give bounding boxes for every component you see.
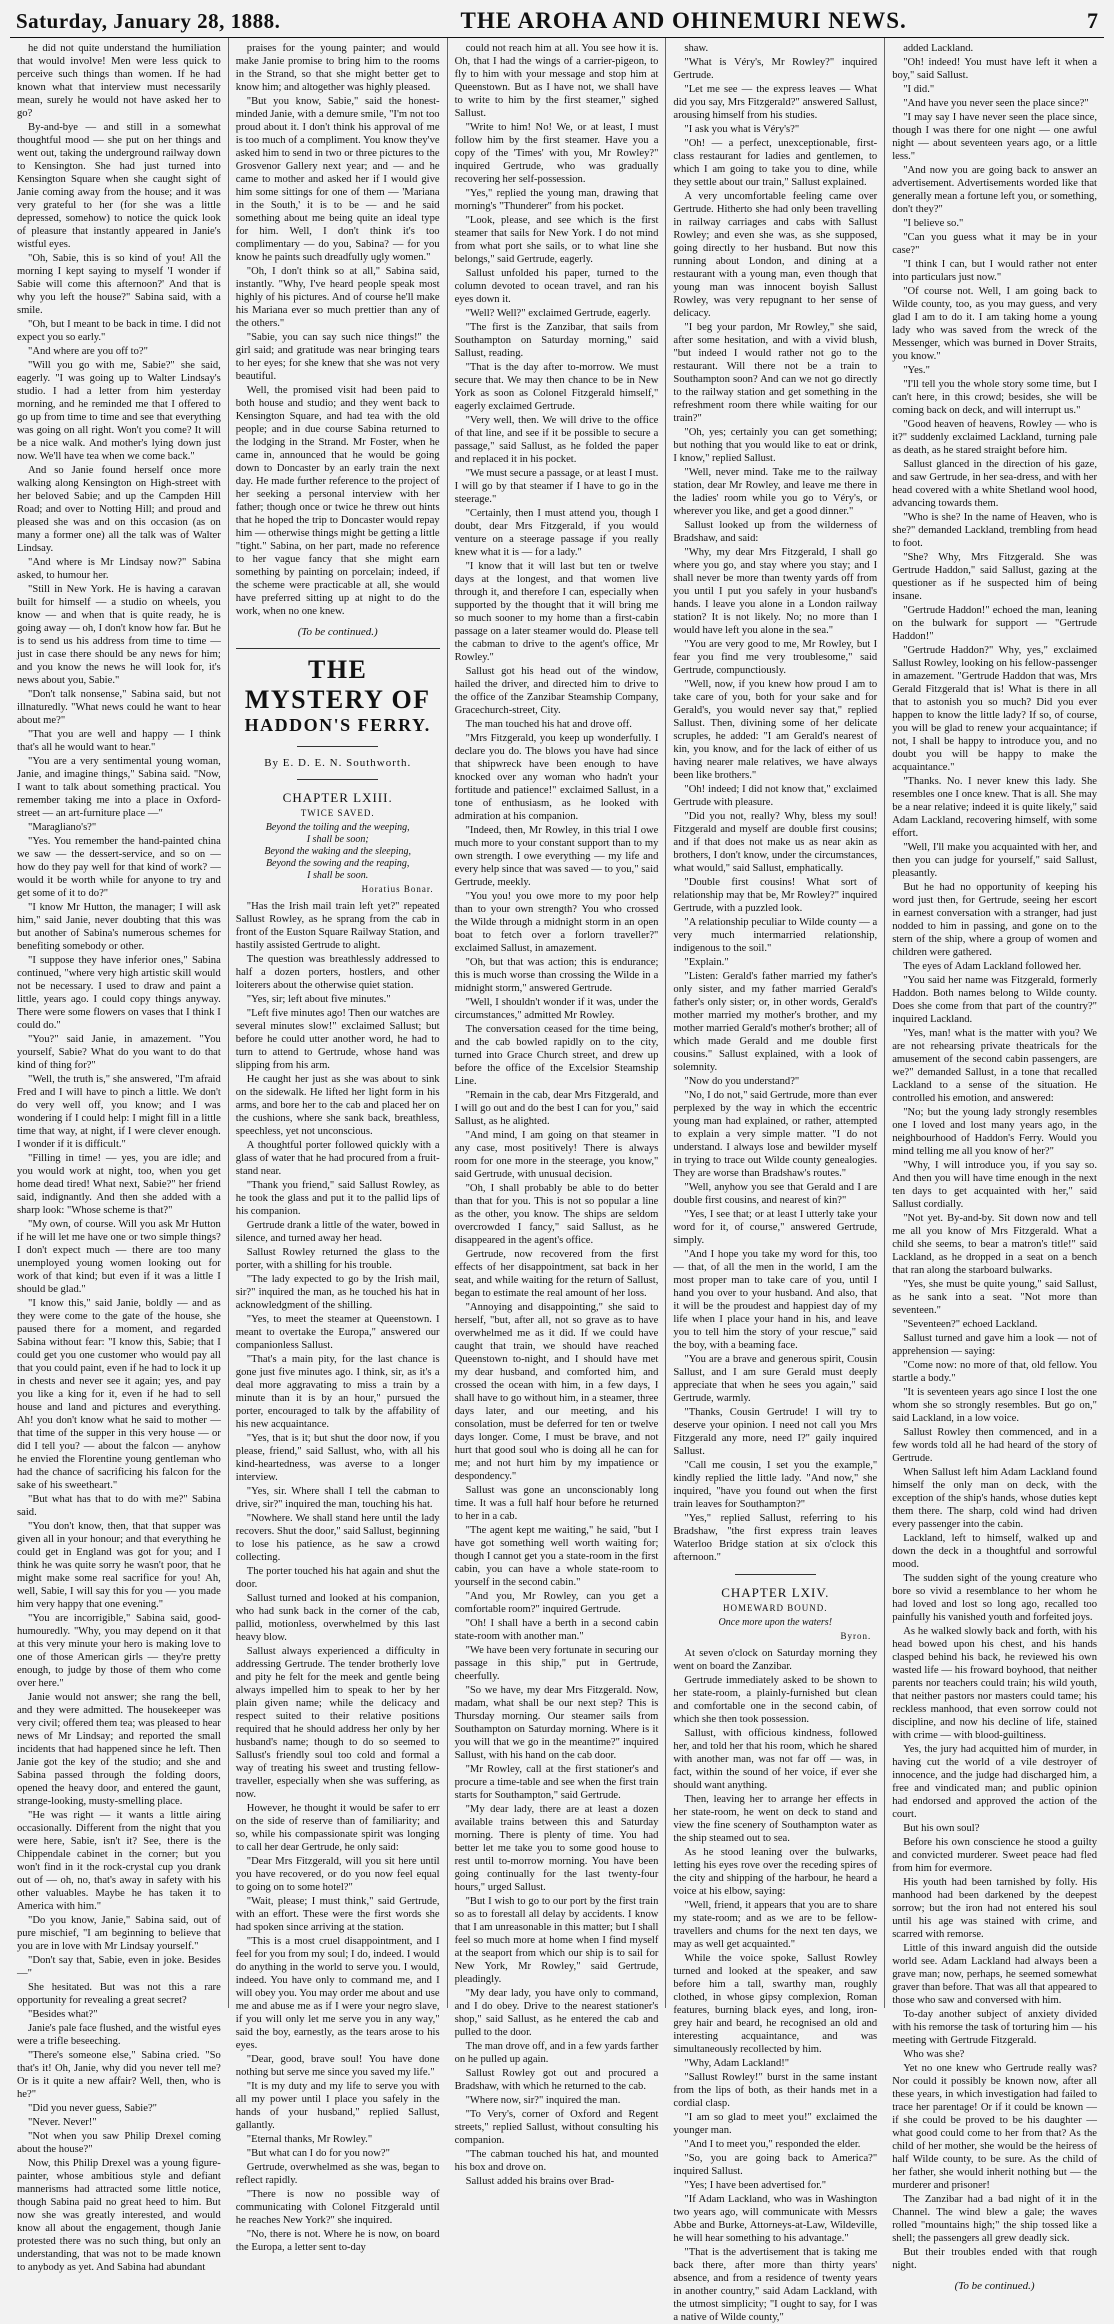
paragraph: "Oh! indeed; I did not know that," exclaimed Gertrude with pleasure. [673, 784, 878, 808]
paragraph: Sallust Rowley then commenced, and in a few words told all he had heard of the story of Gertrude. [892, 1427, 1097, 1464]
paragraph: "Listen: Gerald's father married my father's only sister, and my father married Gerald's father's only sister; or, in other words, Gerald's mother married my mother's brother, and my mother married Gerald's mother's brother; all of which made Gerald and me double first cousins." Sallust explained, with a look of solemnity. [673, 971, 878, 1073]
paragraph: "I may say I have never seen the place since, though I was there for one night — one awful night — about seventeen years ago, or a little less." [892, 112, 1097, 162]
paragraph: "Very well, then. We will drive to the office of that line, and see if it be possible to secure a passage," said Sallust, as he folded the paper and replaced it in his pocket. [454, 415, 659, 465]
paragraph: "We have been very fortunate in securing our passage in this ship," put in Gertrude, cheerfully. [454, 1645, 659, 1682]
paragraph: Sallust was gone an unconscionably long time. It was a full half hour before he returned to her in a cab. [454, 1485, 659, 1522]
paragraph: "That is the advertisement that is taking me back there, after more than thirty years' absence, and from a residence of twenty years in another country," said Adam Lackland, with the utmost simplicity; "I ought to say, for I was a native of Wilde county," [673, 2247, 878, 2323]
paragraph: "I beg your pardon, Mr Rowley," she said, after some hesitation, and with a vivid blush, "but indeed I would rather not go to the restaurant. Will there not be a train to Southampton soon? And can we not go directly to the railway station and get something in the refreshment room there while waiting for our train?" [673, 322, 878, 424]
paragraph: "And have you never seen the place since?" [903, 98, 1089, 109]
paragraph: "No, I do not," said Gertrude, more than ever perplexed by the way in which the eccentric young man had explained, or rather, attempted to explain a very simple matter. "I do not understand. I always lose and bewilder myself in trying to trace out Wilde county genealogies. They are worse than Bradshaw's routes." [673, 1090, 878, 1179]
chapter-heading: CHAPTER LXIV. [721, 1585, 830, 1600]
paragraph: Who was she? [903, 2049, 965, 2060]
paragraph: A very uncomfortable feeling came over Gertrude. Hitherto she had only been travelling in railway carriages and cabs with Sallust Rowley; and even she was, as she supposed, going directly to her husband. But now this running about London, and dining at a restaurant with a young man, even though that young man was innocent boyish Sallust Rowley, was very repugnant to her sense of delicacy. [673, 191, 878, 319]
paragraph: "And you, Mr Rowley, can you get a comfortable room?" inquired Gertrude. [454, 1591, 659, 1615]
byline: By E. D. E. N. Southworth. [264, 757, 412, 769]
paragraph: Sallust, with officious kindness, followed her, and told her that his room, which he shared with another man, was not far off — was, in fact, within the sound of her voice, if ever she should want anything. [673, 1728, 878, 1791]
paragraph: "Explain." [684, 957, 729, 968]
chapter-subtitle: TWICE SAVED. [300, 808, 375, 818]
paragraph: But he had no opportunity of keeping his word just then, for Gertrude, seeing her escort in earnest conversation with a stranger, had just nodded to him in passing, and gone on to the stern of the ship, where a group of women and children were gathered. [892, 882, 1097, 958]
paragraph: "You are a brave and generous spirit, Cousin Sallust, and I am sure Gerald must deeply appreciate that when he sees you again," said Gertrude, warmly. [673, 1354, 878, 1404]
paragraph: "Wait, please; I must think," said Gertrude, with an effort. These were the first words she had spoken since arriving at the station. [235, 1896, 440, 1933]
paragraph: "But what can I do for you now?" [246, 2148, 390, 2159]
paragraph: "Gertrude Haddon!" echoed the man, leaning on the bulwark for support — "Gertrude Haddon!" [892, 605, 1097, 642]
paragraph: "You you! you owe more to my poor help than to your own strength? You who crossed the Wilde through a midnight storm in an open boat to fetch over a forlorn traveller?" exclaimed Sallust, in amazement. [454, 891, 659, 954]
paragraph: Sallust Rowley got out and procured a Bradshaw, with which he returned to the cab. [454, 2068, 659, 2092]
chapter-subtitle: HOMEWARD BOUND. [723, 1603, 828, 1613]
paragraph: "Write to him! No! We, or at least, I must follow him by the first steamer. Have you a copy of the 'Times' with you, Mr Rowley?" inquired Gertrude, who was gradually recovering her self-possession. [454, 122, 659, 185]
paragraph: "Sallust Rowley!" burst in the same instant from the lips of both, as their hands met in a cordial clasp. [673, 2072, 878, 2109]
paragraph: "And where is Mr Lindsay now?" Sabina asked, to humour her. [17, 557, 221, 581]
paragraph: "I suppose they have inferior ones," Sabina continued, "where very high artistic skill would not be necessary. I used to draw and paint a little, years ago. I could copy things anyway. There were some flowers on vases that I think I could do." [17, 955, 221, 1031]
paragraph: "So, you are going back to America?" inquired Sallust. [673, 2153, 878, 2177]
paragraph: "Mrs Fitzgerald, you keep up wonderfully. I declare you do. The blows you have had since that shipwreck have been enough to have knocked over any woman who hadn't your fortitude and patience!" exclaimed Sallust, in a tone of enthusiasm, as he looked with admiration at his companion. [454, 733, 659, 822]
paragraph: Lackland, left to himself, walked up and down the deck in a thoughtful and sorrowful mood. [892, 1533, 1097, 1570]
paragraph: The eyes of Adam Lackland followed her. [903, 961, 1082, 972]
paragraph: "Certainly, then I must attend you, though I doubt, dear Mrs Fitzgerald, if you would venture on a steerage passage if you really knew what it is — for a lady." [454, 508, 659, 558]
paragraph: "Oh, but that was action; this is endurance; this is much worse than crossing the Wilde in a midnight storm," answered Gertrude. [454, 957, 659, 994]
paragraph: "Maragliano's?" [28, 822, 97, 833]
epigraph-line: Beyond the sowing and the reaping, [265, 858, 410, 869]
paragraph: "I am so glad to meet you!" exclaimed the younger man. [673, 2112, 878, 2136]
paragraph: The question was breathlessly addressed to half a dozen porters, hostlers, and other loiterers about the otherwise quiet station. [235, 954, 440, 991]
paragraph: "Well, anyhow you see that Gerald and I are double first cousins, and nearest of kin?" [673, 1182, 878, 1206]
paragraph: A thoughtful porter followed quickly with a glass of water that he had procured from a fruit-stand near. [235, 1140, 440, 1177]
paragraph: Gertrude, overwhelmed as she was, began to reflect rapidly. [235, 2162, 440, 2186]
paragraph: Sallust always experienced a difficulty in addressing Gertrude. The tender brotherly love and pity he felt for the meek and gentle being always impelled him to speak to her by her plain given name; while the delicacy and respect suited to their relative positions required that he should address her only by her husband's name; though to do so seemed to Sallust's friendly soul too cold and formal a way of treating his sweet and trusting fellow-traveller, especially when she was suffering, as now. [235, 1646, 440, 1800]
paragraph: "I know Mr Hutton, the manager; I will ask him," said Janie, never doubting that this was but another of Sabina's numerous schemes for benefiting somebody or other. [17, 902, 221, 952]
paragraph: His youth had been tarnished by folly. His manhood had been darkened by the deepest sorrow; but the iron had not entered his soul until his age was stained with crime, and scarred with remorse. [892, 1877, 1097, 1940]
paragraph: "Yes, to meet the steamer at Queenstown. I meant to overtake the Europa," answered our companionless Sallust. [235, 1314, 440, 1351]
paragraph: "My dear lady, you have only to command, and I do obey. Drive to the nearest stationer's shop," said Sallust, as he entered the cab and pulled to the door. [454, 1988, 659, 2038]
paragraph: Sallust unfolded his paper, turned to the column devoted to ocean travel, and ran his eyes down it. [454, 268, 659, 305]
paragraph: Sallust turned and looked at his companion, who had sunk back in the corner of the cab, pallid, motionless, overwhelmed by this last heavy blow. [235, 1593, 440, 1643]
paragraph: "Yes, that is it; but shut the door now, if you please, friend," said Sallust, who, with all his kind-heartedness, was averse to a longer interview. [235, 1433, 440, 1483]
paragraph: "You are very good to me, Mr Rowley, but I fear you find me very troublesome," said Gertrude, compunctiously. [673, 639, 878, 676]
paragraph: "And I to meet you," responded the elder. [684, 2139, 861, 2150]
paragraph: "The cabman touched his hat, and mounted his box and drove on. [454, 2149, 659, 2173]
paragraph: "Did you not, really? Why, bless my soul! Fitzgerald and myself are double first cousins; and if that does not make us as near akin as brothers, I don't know, under the circumstances, what would," said Sallust, emphatically. [673, 811, 878, 874]
epigraph [236, 822, 440, 882]
paragraph: "Oh! — a perfect, unexceptionable, first-class restaurant for ladies and gentlemen, to which I am going to take you to dine, while they settle about our train," Sallust explained. [673, 138, 878, 188]
paragraph: The conversation ceased for the time being, and the cab bowled rapidly on to the city, turned into Grace Church street, and drew up before the office of the Excelsior Steamship Line. [454, 1024, 659, 1087]
paragraph: "Indeed, then, Mr Rowley, in this trial I owe much more to your constant support than to my own strength. I owe everything — my life and every help since that was saved — to you," said Gertrude, meekly. [454, 825, 659, 888]
paragraph: Well, the promised visit had been paid to both house and studio; and they went back to Kensington Square, and had tea with the old people; and in due course Sabina returned to the lodging in the Strand. Mr Foster, when he came in, announced that he would be going down to Doncaster by an early train the next day. He made further reference to the project of her seeking a personal interview with her father; though once or twice he threw out hints that he hoped the trip to Doncaster would repay him — otherwise things might be getting a little "tight." Sabina, on her part, made no reference to her vague fancy that she might earn something by painting on porcelain; indeed, if the scheme were practicable at all, she would have preferred sitting up at night to do the work, when no one knew. [235, 385, 440, 617]
paragraph: The man touched his hat and drove off. [465, 719, 632, 730]
paragraph: "He was right — it wants a little airing occasionally. Different from the night that you were here, Sabie, isn't it? See, there is the Chippendale cabinet in the corner; but you won't find in it the rock-crystal cup you drank out of — oh, no, that's away in safety with his other valuables. Maybe he has taken it to America with him." [17, 1810, 221, 1912]
paragraph: "Thank you friend," said Sallust Rowley, as he took the glass and put it to the pallid lips of his companion. [235, 1180, 440, 1217]
paragraph: "It is seventeen years ago since I lost the one whom she so strongly resembles. But go on," said Lackland, in a low voice. [892, 1387, 1097, 1424]
paragraph: "You don't know, then, that that supper was given all in your honour; and that everything he could get in England was got for you; and I think he was quite sorry he wasn't poor, that he might make some real sacrifice for you! Ah, well, Sabie, I will say this for you — you made him very happy that one evening." [17, 1521, 221, 1610]
paragraph: "Who is she? In the name of Heaven, who is she?" demanded Lackland, trembling from head to foot. [892, 512, 1097, 549]
paragraph: "Nowhere. We shall stand here until the lady recovers. Shut the door," said Sallust, beginning to lose his patience, as he saw a crowd collecting. [235, 1513, 440, 1563]
paragraph: "Well, friend, it appears that you are to share my state-room; and as we are to be fellow-travellers and chums for the next ten days, we may as well get acquainted." [673, 1900, 878, 1950]
paragraph: "Yes," replied the young man, drawing that morning's "Thunderer" from his pocket. [454, 188, 659, 212]
paragraph: "Thanks. No. I never knew this lady. She resembles one I once knew. That is all. She may be a near relative; indeed it is quite likely," said Adam Lackland, recovering himself, with some effort. [892, 776, 1097, 839]
epigraph-line: Beyond the toiling and the weeping, [265, 822, 410, 833]
paragraph: "No; but the young lady strongly resembles one I loved and lost many years ago, in the neighbourhood of Haddon's Ferry. Would you mind telling me all you know of her?" [892, 1107, 1097, 1157]
paragraph: "Why, Adam Lackland!" [684, 2058, 790, 2069]
paragraph: "Can you guess what it may be in your case?" [892, 232, 1097, 256]
paragraph: he did not quite understand the humiliation that would involve! Men were less quick to perceive such things than women. If he had known what that interview must necessarily mean, surely he would not have asked her to go? [17, 43, 221, 119]
chapter-64-text [673, 1647, 877, 2324]
paragraph: "Well, I shouldn't wonder if it was, under the circumstances," admitted Mr Rowley. [454, 997, 659, 1021]
paragraph: He caught her just as she was about to sink on the sidewalk. He lifted her light form in his arms, and bore her to the cab and placed her on the cushions, where she sank back, breathless, speechless, yet not unconscious. [235, 1074, 440, 1137]
paragraph: "You?" said Janie, in amazement. "You yourself, Sabie? What do you want to do that kind of thing for?" [17, 1034, 221, 1071]
to-be-continued-note: (To be continued.) [297, 626, 378, 638]
paragraph: "Do you know, Janie," Sabina said, out of pure mischief, "I am beginning to believe that you are in love with Mr Lindsay yourself." [17, 1915, 221, 1952]
paragraph: "Why, my dear Mrs Fitzgerald, I shall go where you go, and stay where you stay; and I shall never be more than twenty yards off from you until I put you safely in your husband's hands. I leave you alone in a London railway station? It is not likely. No; no more than I would have left you alone in the sea." [673, 547, 878, 636]
epigraph-author: Byron. [840, 1631, 872, 1641]
paragraph: "Oh, I don't think so at all," Sabina said, instantly. "Why, I've heard people speak most highly of his pictures. And of course he'll make his Mariana ever so much prettier than any of the others." [235, 266, 440, 329]
paragraph: However, he thought it would be safer to err on the side of reserve than of familiarity; and so, while his compassionate spirit was longing to call her dear Gertrude, he only said: [235, 1803, 440, 1853]
paragraph: Sallust Rowley returned the glass to the porter, with a shilling for his trouble. [235, 1247, 440, 1271]
paragraph: "Yes," replied Sallust, referring to his Bradshaw, "the first express train leaves Waterloo Bridge station at six o'clock this afternoon." [673, 1513, 878, 1563]
paragraph: "Never. Never!" [28, 2117, 97, 2128]
paragraph: "Yes, sir. Where shall I tell the cabman to drive, sir?" inquired the man, touching his hat. [235, 1486, 440, 1510]
epigraph-line: Beyond the waking and the sleeping, [264, 846, 412, 857]
paragraph: "Oh! I shall have a berth in a second cabin state-room with another man." [454, 1618, 659, 1642]
paragraph: "Filling in time! — yes, you are idle; and you would work at night, too, when you get home dead tired! What next, Sabie?" her friend said, indignantly. And then she added with a sharp look: "Whose scheme is that?" [17, 1153, 221, 1216]
paragraph: "Has the Irish mail train left yet?" repeated Sallust Rowley, as he sprang from the cab in front of the Euston Square Railway Station, and hastily assisted Gertrude to alight. [235, 901, 440, 951]
paragraph: "I believe so." [903, 218, 964, 229]
paragraph: Sallust turned and gave him a look — not of apprehension — saying: [892, 1333, 1097, 1357]
newspaper-title: THE AROHA AND OHINEMURI NEWS. [460, 8, 907, 33]
paragraph: "Will you go with me, Sabie?" she said, eagerly. "I was going up to Walter Lindsay's studio. I had a letter from him yesterday morning, and he reminded me that I offered to go up from time to time and see that everything was going on all right. Won't you come? It will be a nice walk. And mother's lying down just now. We'll have tea when we come back." [17, 360, 221, 462]
paragraph: "It is my duty and my life to serve you with all my power until I place you safely in the hands of your husband," replied Sallust, gallantly. [235, 2081, 440, 2131]
paragraph: "Mr Rowley, call at the first stationer's and procure a time-table and see when the first train starts for Southampton," said Gertrude. [454, 1764, 659, 1801]
paragraph: "Yes, she must be quite young," said Sallust, as he sank into a seat. "Not more than seventeen." [892, 1279, 1097, 1316]
paragraph: "Of course not. Well, I am going back to Wilde county, too, as you may guess, and very glad I am to do it. I am taking home a young lady who was saved from the wreck of the Messenger, which was burned in Dover Straits, you know." [892, 286, 1097, 362]
paragraph: By-and-bye — and still in a somewhat thoughtful mood — she put on her things and went out, taking the underground railway down to Kensington. She had just turned into Kensington Square when she caught sight of Janie coming away from the house; and it was very grateful to her (for she was a little depressed, somehow) to notice the quick look of pleasure that instantly appeared in Janie's wistful eyes. [17, 122, 221, 250]
paragraph: "Besides what?" [28, 2009, 98, 2020]
chapter-64-text-continued [892, 42, 1097, 2272]
paragraph: Gertrude drank a little of the water, bowed in silence, and turned away her head. [235, 1220, 440, 1244]
paragraph: When Sallust left him Adam Lackland found himself the only man on deck, with the exception of the ship's hands, whose duties kept them there. The sharp, cold wind had driven every passenger into the cabin. [892, 1467, 1097, 1530]
paragraph: "Did you never guess, Sabie?" [28, 2103, 157, 2114]
paragraph: "But you know, Sabie," said the honest-minded Janie, with a demure smile, "I'm not too proud about it. I don't think his approval of me is too much of a compliment. You know they've asked him to send in two or three pictures to the Grosvenor Gallery next year; and — and he came to mother and asked her if I would give him some sittings for one of them — 'Mariana in the South,' it is to be — and he said something about me being quite an ideal type for him. Well, I don't think it's too complimentary — do you, Sabina? — for you know he paints such dreadfully ugly women." [235, 96, 440, 263]
paragraph: "Dear Mrs Fitzgerald, will you sit here until you have recovered, or do you now feel equal to going on to some hotel?" [235, 1856, 440, 1893]
epigraph-author: Horatius Bonar. [361, 884, 434, 894]
paragraph: "And I hope you take my word for this, too — that, of all the men in the world, I am the most proper man to take care of you, until I hand you over to your husband. And also, that it will be the proudest and happiest day of my life when I place your hand in his, and leave you to tell him the story of your rescue," said the boy, with a beaming face. [673, 1249, 878, 1351]
paragraph: The sudden sight of the young creature who bore so vivid a resemblance to her whom he had loved and lost so long ago, recalled too painfully his vanished youth and forfeited joys. [892, 1573, 1097, 1623]
paragraph: "So we have, my dear Mrs Fitzgerald. Now, madam, what shall be our next step? This is Thursday morning. Our steamer sails from Southampton on Saturday morning. Where is it you will that we go in the meantime?" inquired Sallust, with his hand on the cab door. [454, 1685, 659, 1761]
paragraph: "I think I can, but I would rather not enter into particulars just now." [892, 259, 1097, 283]
paragraph: "Let me see — the express leaves — What did you say, Mrs Fitzgerald?" answered Sallust, arousing himself from his studies. [673, 84, 878, 121]
paragraph: "I know this," said Janie, boldly — and as they were come to the gate of the house, she paused there for a moment, and regarded Sabina without fear: "I know this, Sabie; that I could get you one customer who would pay all that you could paint, even if he had to lock it up in chests and never see it again; yes, and pay you like a king for it, even if he had to sell house and land and pictures and everything. Ah! you don't know what he said to mother — that time of the supper in this very house — or did I tell you? — about the falcon — anyhow he envied the Florentine young gentleman who had the chance of sacrificing his falcon for the sake of his sweetheart." [17, 1298, 221, 1491]
paragraph: "Gertrude Haddon?" Why, yes," exclaimed Sallust Rowley, looking on his fellow-passenger in amazement. "Gertrude Haddon that was, Mrs Gerald Fitzgerald that is! What is there in all that to astonish you so much? Did you ever happen to know the little lady? If so, of course, you will be glad to renew your acquaintance; if not, I shall be happy to introduce you, and no doubt you will be happy to make the acquaintance." [892, 645, 1097, 773]
paragraph: "Call me cousin, I set you the example," kindly replied the little lady. "And now," she inquired, "have you found out when the first train leaves for Southampton?" [673, 1460, 878, 1510]
paragraph: could not reach him at all. You see how it is. Oh, that I had the wings of a carrier-pigeon, to fly to him with your message and stop him at Queenstown. But as I have not, we shall have to write to him by the first steamer," sighed Sallust. [454, 43, 659, 119]
paragraph: Sallust got his head out of the window, hailed the driver, and directed him to drive to the office of the Zanzibar Steamship Company, Gracechurch-street, City. [454, 666, 659, 716]
paragraph: "That's a main pity, for the last chance is gone just five minutes ago. I think, sir, as it's a deal more aggravating to miss a train by a minute than it is by an hour," pursued the porter, encouraged to talk by the affability of his new acquaintance. [235, 1354, 440, 1430]
paragraph: Then, leaving her to arrange her effects in her state-room, he went on deck to stand and view the fine scenery of Southampton water as the ship steamed out to sea. [673, 1794, 878, 1844]
paragraph: "Now do you understand?" [684, 1076, 800, 1087]
paragraph: "Yes; I have been advertised for." [684, 2180, 827, 2191]
paragraph: shaw. [684, 43, 709, 54]
divider [735, 1574, 817, 1575]
epigraph-line: I shall be soon. [307, 870, 369, 881]
paragraph: "You are incorrigible," Sabina said, good-humouredly. "Why, you may depend on it that at this very minute your hero is making love to one of those American girls — they're pretty enough, to judge by those of them who come over here." [17, 1613, 221, 1689]
paragraph: Little of this inward anguish did the outside world see. Adam Lackland had always been a grave man; now, perhaps, he seemed somewhat graver than before. That was all that appeared to those who saw and conversed with him. [892, 1943, 1098, 2006]
paragraph: To-day another subject of anxiety divided with his remorse the task of torturing him — his meeting with Gertrude Fitzgerald. [892, 2009, 1097, 2046]
paragraph: "Well, never mind. Take me to the railway station, dear Mr Rowley, and leave me there in the ladies' room while you go to Véry's, or wherever you like, and get a good dinner." [673, 467, 878, 517]
paragraph: "Oh, I shall probably be able to do better than that for you. This is not so popular a line as the other, you know. The ships are seldom overcrowded I fancy," said Sallust, as he disappeared in the agent's office. [454, 1183, 659, 1246]
paragraph: "You said her name was Fitzgerald, formerly Haddon. Both names belong to Wilde county. Does she come from that part of the country?" inquired Lackland. [892, 975, 1097, 1025]
paragraph: "Oh, Sabie, this is so kind of you! All the morning I kept saying to myself 'I wonder if Sabie will come this afternoon?' And that is why you left the house?" Sabina said, with a smile. [17, 253, 221, 316]
paragraph: "Don't talk nonsense," Sabina said, but not illnaturedly. "What news could he want to hear about me?" [17, 689, 221, 726]
columns [10, 38, 1104, 2323]
paragraph: "You are a very sentimental young woman, Janie, and imagine things," Sabina said. "Now, I want to talk about something practical. You remember taking me into a place in Oxford-street — an art-furniture place —" [17, 756, 221, 819]
paragraph: "Well, I'll make you acquainted with her, and then you can judge for yourself," said Sallust, pleasantly. [892, 842, 1097, 879]
paragraph: "If Adam Lackland, who was in Washington two years ago, will communicate with Messrs Abbe and Burke, Attorneys-at-Law, Wildeville, he will hear something to his advantage." [673, 2194, 878, 2244]
chapter-heading: CHAPTER LXIII. [282, 790, 393, 805]
paragraph: And so Janie found herself once more walking along Kensington on High-street with her beloved Sabie; and up the Campden Hill Road; and over to Notting Hill; and proud and pleased she was and on this occasion (as on many a former one) all the talk was of Walter Lindsay. [17, 465, 221, 554]
paragraph: While the voice spoke, Sallust Rowley turned and looked at the speaker, and saw before him a tall, swarthy man, roughly clothed, in whose gipsy complexion, Roman features, burning black eyes, and long, iron-grey hair and beard, he recognised an old and interesting acquaintance, and was simultaneously recollected by him. [673, 1953, 878, 2055]
paragraph: The porter touched his hat again and shut the door. [235, 1566, 440, 1590]
paragraph: As he walked slowly back and forth, with his head bowed upon his chest, and his hands clasped behind his back, he reviewed his own wasted life — his froward boyhood, that neither parents nor teachers could train; his wild youth, that neither pastors nor masters could tame; his reckless manhood, that even sorrow could not discipline, and now his decline of life, stained with crime — with blood-guiltiness. [892, 1626, 1097, 1741]
story-subtitle: HADDON'S FERRY. [244, 715, 431, 735]
paragraph: praises for the young painter; and would make Janie promise to bring him to the rooms in the Strand, so that she might better get to know him; and altogether was highly pleased. [235, 43, 440, 93]
paragraph: Gertrude, now recovered from the first effects of her disappointment, sat back in her seat, and while waiting for the return of Sallust, began to estimate the real amount of her loss. [454, 1249, 659, 1299]
paragraph: "Eternal thanks, Mr Rowley." [246, 2134, 373, 2145]
paragraph: "Oh, yes; certainly you can get something; but nothing that you would like to eat or drink, I know," replied Sallust. [673, 427, 878, 464]
paragraph: "Yes, I see that; or at least I utterly take your word for it, of course," answered Gertrude, simply. [673, 1209, 878, 1246]
paragraph: "I know that it will last but ten or twelve days at the longest, and that women live through it, and therefore I can, especially when supported by the thought that it will bring me so much sooner to my home than a first-cabin passage on a later steamer would do. Please tell the cabman to drive to the agent's office, Mr Rowley." [454, 561, 659, 663]
paragraph: "Still in New York. He is having a caravan built for himself — a studio on wheels, you know — and when that is quite ready, he is going away — oh, I don't know how far. But he is to send us his address from time to time — just in case there should be any news for him; and you know the news he will look for, it's news about you, Sabie." [17, 584, 221, 686]
paragraph: "This is a most cruel disappointment, and I feel for you from my soul; I do, indeed. I would do anything in the world to serve you. I would, indeed. You have only to command me, and I will obey you. You may order me about and use me and abuse me as if I were your negro slave, if you will only let me serve you in any way," said the boy, earnestly, as the tears arose to his eyes. [235, 1936, 440, 2051]
paragraph: "Don't say that, Sabie, even in joke. Besides —" [17, 1955, 221, 1979]
paragraph: "That you are well and happy — I think that's all he would want to hear." [17, 729, 221, 753]
paragraph: "There's someone else," Sabina cried. "So that's it! Oh, Janie, why did you never tell me? Or is it quite a new affair? Well, then, who is he?" [17, 2050, 221, 2100]
paragraph: "And mind, I am going on that steamer in any case, most positively! There is always room for one more in the steerage, you know," said Gertrude, with unusual decision. [454, 1130, 659, 1180]
paragraph: "Good heaven of heavens, Rowley — who is it?" suddenly exclaimed Lackland, turning pale as death, as he stared straight before him. [892, 419, 1097, 456]
paragraph: "Not when you saw Philip Drexel coming about the house?" [17, 2131, 221, 2155]
paragraph: Now, this Philip Drexel was a young figure-painter, whose ambitious style and defiant mannerisms had attracted some little notice, though Sabina paid no great heed to him. But now she was greatly interested, and would know all about the engagement, though Janie protested there was no such thing, but only an understanding, that was not to be made known to anybody as yet. And Sabina had abundant [17, 2158, 221, 2273]
paragraph: "My dear lady, there are at least a dozen available trains between this and Saturday morning. There is plenty of time. You had better let me take you to some good house to rest until to-morrow morning. You have been going continually for the last twenty-four hours," urged Sallust. [454, 1804, 659, 1893]
paragraph: "Yes, sir; left about five minutes." [246, 994, 391, 1005]
issue-date: Saturday, January 28, 1888. [16, 9, 281, 33]
paragraph: As he stood leaning over the bulwarks, letting his eyes rove over the receding spires of the city and shipping of the harbour, he heard a voice at his elbow, saying: [673, 1847, 878, 1897]
to-be-continued-note: (To be continued.) [954, 2280, 1035, 2292]
paragraph: Sallust glanced in the direction of his gaze, and saw Gertrude, in her sea-dress, and with her head covered with a white Shetland wool hood, advancing towards them. [892, 459, 1097, 509]
paragraph: "The agent kept me waiting," he said, "but I have got something well worth waiting for; though I cannot get you a state-room in the first cabin, you can have a whole state-room to yourself in the second cabin." [454, 1525, 659, 1588]
column-2 [229, 38, 448, 2253]
chapter-63-text-continued [673, 42, 877, 1564]
paragraph: "My own, of course. Will you ask Mr Hutton if he will let me have one or two simple things? I don't expect much — there are too many unemployed young women looking out for work of that kind; but even if it was a little I should be glad." [17, 1219, 221, 1295]
paragraph: "She? Why, Mrs Fitzgerald. She was Gertrude Haddon," said Sallust, gazing at the questioner as if he suspected him of being insane. [892, 552, 1097, 602]
paragraph: Sallust added his brains over Brad- [465, 2176, 615, 2187]
paragraph: "Come now: no more of that, old fellow. You startle a body." [892, 1360, 1097, 1384]
paragraph: "Seventeen?" echoed Lackland. [903, 1319, 1038, 1330]
paragraph: "Double first cousins! What sort of relationship may that be, Mr Rowley?" inquired Gertrude, with a puzzled look. [673, 877, 878, 914]
paragraph: "Sabie, you can say such nice things!" the girl said; and gratitude was near bringing tears to her eyes; for she knew that she was not very beautiful. [235, 332, 440, 382]
paragraph: "And now you are going back to answer an advertisement. Advertisements worded like that generally mean a fortune left you, or something, don't they?" [892, 165, 1097, 215]
paragraph: "Yes. You remember the hand-painted china we saw — the dessert-service, and so on — how do they pay well for that kind of work? — would it be worth while for anyone to try and get some of it to do?" [17, 836, 221, 899]
paragraph: added Lackland. [903, 43, 974, 54]
paragraph: "I'll tell you the whole story some time, but I can't here, in this crowd; besides, she will be coming back on deck, and will interrupt us." [892, 379, 1097, 416]
paragraph: "The first is the Zanzibar, that sails from Southampton on Saturday morning," said Sallust, reading. [454, 322, 659, 359]
column-1 [10, 38, 229, 2273]
paragraph: "A relationship peculiar to Wilde county — a very much intermarried relationship, indigenous to the soil." [673, 917, 878, 954]
paragraph: But their troubles ended with that rough night. [892, 2247, 1097, 2271]
paragraph: "That is the day after to-morrow. We must secure that. We may then chance to be in New York as soon as Colonel Fitzgerald himself," eagerly exclaimed Gertrude. [454, 362, 659, 412]
paragraph: At seven o'clock on Saturday morning they went on board the Zanzibar. [673, 1648, 878, 1672]
column-5 [885, 38, 1104, 2292]
paragraph: "What is Véry's, Mr Rowley?" inquired Gertrude. [673, 57, 878, 81]
paragraph: Yes, the jury had acquitted him of murder, in having cut the world of a vile destroyer of innocence, and the judge had discharged him, a free and vindicated man; and public opinion had endorsed and approved the action of the court. [892, 1744, 1097, 1820]
epigraph-line: I shall be soon; [306, 834, 369, 845]
epigraph: Once more upon the waters! [718, 1617, 833, 1628]
paragraph: Janie would not answer; she rang the bell, and they were admitted. The housekeeper was very civil; offered them tea; was pleased to hear news of Mr Lindsay; and reported the small incidents that had happened since he left. Then Janie got the key of the studio; and she and Sabina passed through the folding doors, opened the heavy door, and entered the gaunt, strange-looking, musty-smelling place. [17, 1692, 221, 1807]
paragraph: Janie's pale face flushed, and the wistful eyes were a trifle beseeching. [17, 2023, 221, 2047]
paragraph: "And where are you off to?" [28, 346, 148, 357]
paragraph: "Where now, sir?" inquired the man. [465, 2095, 621, 2106]
paragraph: "Left five minutes ago! Then our watches are several minutes slow!" exclaimed Sallust; but before he could utter another word, he had to turn to attend to Gertrude, whose hand was slipping from his arm. [235, 1008, 440, 1071]
paragraph: "Not yet. By-and-by. Sit down now and tell me all you know of Mrs Fitzgerald. What a child she seems, to bear a matron's title!" said Lackland, as he dropped in a seat on a bench that ran along the starboard bulwarks. [892, 1213, 1097, 1276]
paragraph: "Thanks, Cousin Gertrude! I will try to deserve your opinion. I need not call you Mrs Fitzgerald any more, need I?" gaily inquired Sallust. [673, 1407, 878, 1457]
paragraph: "But what has that to do with me?" Sabina said. [17, 1494, 221, 1518]
paragraph: The man drove off, and in a few yards farther on he pulled up again. [454, 2041, 659, 2065]
page-number: 7 [1086, 8, 1098, 33]
divider [297, 746, 379, 747]
divider [297, 779, 379, 780]
paragraph: "There is now no possible way of communicating with Colonel Fitzgerald until he reaches New York?" she inquired. [235, 2189, 440, 2226]
column-3 [448, 38, 667, 2187]
paragraph: Yet no one knew who Gertrude really was? Nor could it possibly be known now, after all these years, in which investigation had failed to trace her parentage! Or if it could be known — if she could be proved to be his daughter — what good could come to her from that? As the child of her mother, she would be the heiress of half Wilde county, to be sure. As the child of her father, she would inherit nothing but — the murderer and prisoner! [892, 2063, 1097, 2191]
paragraph: She hesitated. But was not this a rare opportunity for revealing a great secret? [17, 1982, 221, 2006]
paragraph: "But I wish to go to our port by the first train so as to forestall all delay by accidents. I know that I am unreasonable in this matter; but I shall feel so much more at home when I find myself at the seaport from which our ship is to sail for New York, Mr Rowley," said Gertrude, pleadingly. [454, 1896, 659, 1985]
paragraph: "Well? Well?" exclaimed Gertrude, eagerly. [465, 308, 651, 319]
paragraph: Gertrude immediately asked to be shown to her state-room, a plainly-furnished but clean and comfortable one in the second cabin, of which she then took possession. [673, 1675, 878, 1725]
serial-continuation [236, 42, 440, 618]
paragraph: "We must secure a passage, or at least I must. I will go by that steamer if I have to go in the steerage." [454, 468, 659, 505]
paragraph: "I ask you what is Véry's?" [684, 124, 800, 135]
paragraph: Sallust looked up from the wilderness of Bradshaw, and said: [673, 520, 878, 544]
paragraph: "Oh! indeed! You must have left it when a boy," said Sallust. [892, 57, 1097, 81]
paragraph: But his own soul? [903, 1823, 980, 1834]
paragraph: "Yes, man! what is the matter with you? We are not rehearsing private theatricals for the amusement of the second cabin passengers, are we?" demanded Sallust, in a tone that recalled Lackland to a sense of the situation. He controlled his emotion, and answered: [892, 1028, 1097, 1104]
paragraph: "Well, the truth is," she answered, "I'm afraid Fred and I will have to pinch a little. We don't do very well off, you know; and I was wondering if I could help: I might fill in a little time that way, at night, if I were clever enough. I wonder if it is difficult." [17, 1074, 221, 1150]
divider [236, 648, 440, 649]
paragraph: "Oh, but I meant to be back in time. I did not expect you so early." [17, 319, 221, 343]
column-4 [666, 38, 885, 2323]
paragraph: Before his own conscience he stood a guilty and convicted murderer. Sweet peace had fled from him for evermore. [892, 1837, 1097, 1874]
paragraph: "Well, now, if you knew how proud I am to take care of you, both for your sake and for Gerald's, you would never say that," replied Sallust. Then, divining some of her delicate scruples, he added: "I am Gerald's nearest of kin, you know, and for the lack of either of us having nearer male relatives, we have always been like brothers." [673, 679, 878, 781]
masthead [10, 8, 1104, 38]
paragraph: "Annoying and disappointing," she said to herself, "but, after all, not so grave as to have overwhelmed me as it did. If we could have caught that train, we should have reached Queenstown to-night, and I should have met my dear husband, and comforted him, and crossed the ocean with him, in a few days, I shall have to go without him, in a steamer, three days later, and our meeting, and his consolation, must be deferred for ten or twelve days longer. Come, I must be brave, and not hurt that good soul who is doing all he can for me; and not hurt him by my impatience or despondency." [454, 1302, 659, 1482]
paragraph: "No, there is not. Where he is now, on board the Europa, a letter sent to-day [235, 2229, 440, 2253]
paragraph: "I did." [903, 84, 935, 95]
paragraph: "Why, I will introduce you, if you say so. And then you will have time enough in the next ten days to get acquainted with her," said Sallust cordially. [892, 1160, 1097, 1210]
paragraph: "Remain in the cab, dear Mrs Fitzgerald, and I will go out and do the best I can for you," said Sallust, as he alighted. [454, 1090, 659, 1127]
paragraph: "Dear, good, brave soul! You have done nothing but serve me since you saved my life." [235, 2054, 440, 2078]
chapter-63-text [236, 900, 440, 2254]
paragraph: "Look, please, and see which is the first steamer that sails for New York. I do not mind from what port she sails, or to what line she belongs," said Gertrude, eagerly. [454, 215, 659, 265]
paragraph: "Yes." [903, 365, 930, 376]
story-title: THE MYSTERY OF [244, 655, 431, 714]
paragraph: "The lady expected to go by the Irish mail, sir?" inquired the man, as he touched his hat in acknowledgment of the shilling. [235, 1274, 440, 1311]
paragraph: "To Very's, corner of Oxford and Regent streets," replied Sallust, without consulting his companion. [454, 2109, 659, 2146]
paragraph: The Zanzibar had a bad night of it in the Channel. The wind blew a gale; the waves rolled "mountains high;" the ship tossed like a shell; the passengers all grew deadly sick. [892, 2194, 1097, 2244]
